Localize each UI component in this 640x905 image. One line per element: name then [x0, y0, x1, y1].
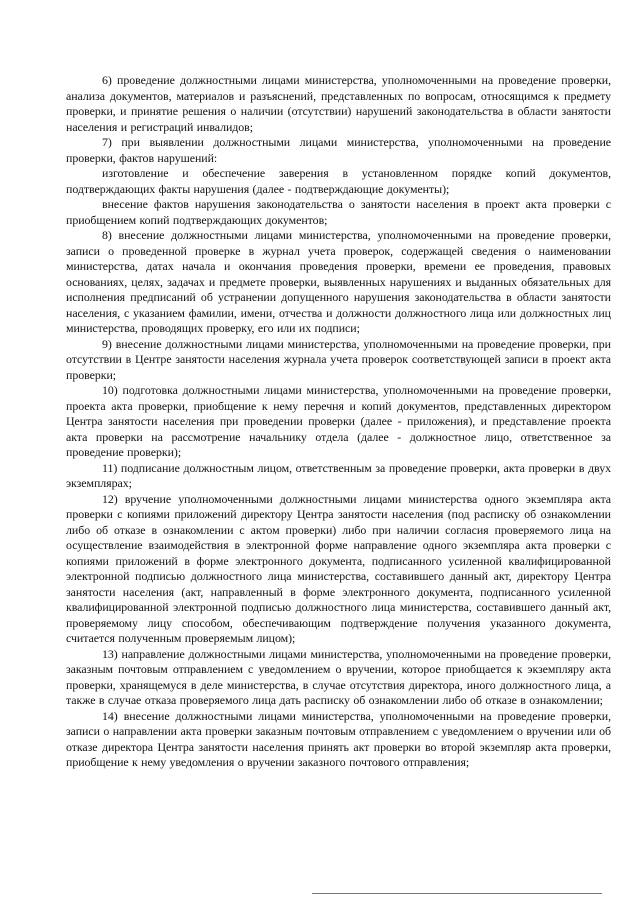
- paragraph-item-7-subitem-1: изготовление и обеспечение заверения в установленном порядке копий документов, подтверждающих факты нарушения (далее - подтверждающие документы);: [66, 166, 611, 196]
- paragraph-item-7-subitem-2: внесение фактов нарушения законодательства о занятости населения в проект акта проверки с приобщением копий подтверждающих документов;: [66, 197, 611, 227]
- paragraph-item-8: 8) внесение должностными лицами министерства, уполномоченными на проведение проверки, записи о проведенной проверке в журнал учета проверок, содержащей сведения о наименовании министерства, датах начала и окончания проведения проверки, времени ее проведения, правовых основаниях, целях, задачах и предмете проверки, выявленных нарушениях и выданных обязательных для исполнения предписаний об устранении допущенного нарушения законодательства в области занятости населения, с указанием фамилии, имени, отчества и должности должностного лица или должностных лиц министерства, проводящих проверку, его или их подписи;: [66, 228, 611, 335]
- paragraph-item-11: 11) подписание должностным лицом, ответственным за проведение проверки, акта проверки в двух экземплярах;: [66, 460, 611, 490]
- paragraph-item-14: 14) внесение должностными лицами министерства, уполномоченными на проведение проверки, записи о направлении акта проверки заказным почтовым отправлением с уведомлением о вручении или об отказе директора Центра занятости населения принять акт проверки во второй экземпляр акта проверки, приобщение к нему уведомления о вручении заказного почтового отправления;: [66, 708, 611, 769]
- paragraph-item-10: 10) подготовка должностными лицами министерства, уполномоченными на проведение проверки, проекта акта проверки, приобщение к нему перечня и копий документов, представленных директором Центра занятости населения при проведении проверки (далее - приложения), и представление проекта акта проверки на рассмотрение начальнику отдела (далее - должностное лицо, ответственное за проведение проверки);: [66, 383, 611, 459]
- paragraph-item-12: 12) вручение уполномоченными должностными лицами министерства одного экземпляра акта проверки с копиями приложений директору Центра занятости населения (под расписку об ознакомлении либо об отказе в ознакомлении с актом проверки) либо при наличии согласия проверяемого лица на осуществление взаимодействия в электронной форме направление одного экземпляра акта проверки с копиями приложений в форме электронного документа, подписанного усиленной квалифицированной электронной подписью должностного лица министерства, составившего данный акт, директору Центра занятости населения (акт, направленный в форме электронного документа, подписанного усиленной квалифицированной электронной подписью должностного лица министерства, составившего данный акт, проверяемому лицу способом, обеспечивающим подтверждение получения указанного документа, считается полученным проверяемым лицом);: [66, 491, 611, 645]
- paragraph-item-9: 9) внесение должностными лицами министерства, уполномоченными на проведение проверки, при отсутствии в Центре занятости населения журнала учета проверок соответствующей записи в проект акта проверки;: [66, 336, 611, 382]
- paragraph-item-6: 6) проведение должностными лицами министерства, уполномоченными на проведение проверки, анализа документов, материалов и разъяснений, представленных по вопросам, относящимся к предмету проверки, и принятие решения о наличии (отсутствии) нарушений законодательства в области занятости населения и регистраций инвалидов;: [66, 73, 611, 134]
- footer-rule: [312, 893, 602, 894]
- paragraph-item-13: 13) направление должностными лицами министерства, уполномоченными на проведение проверки, заказным почтовым отправлением с уведомлением о вручении, которое приобщается к экземпляру акта проверки, хранящемуся в деле министерства, в случае отсутствия директора, иного должностного лица, а также в случае отказа проверяемого лица дать расписку об ознакомлении либо об отказе в ознакомлении;: [66, 646, 611, 707]
- paragraph-item-7: 7) при выявлении должностными лицами министерства, уполномоченными на проведение проверки, фактов нарушений:: [66, 135, 611, 165]
